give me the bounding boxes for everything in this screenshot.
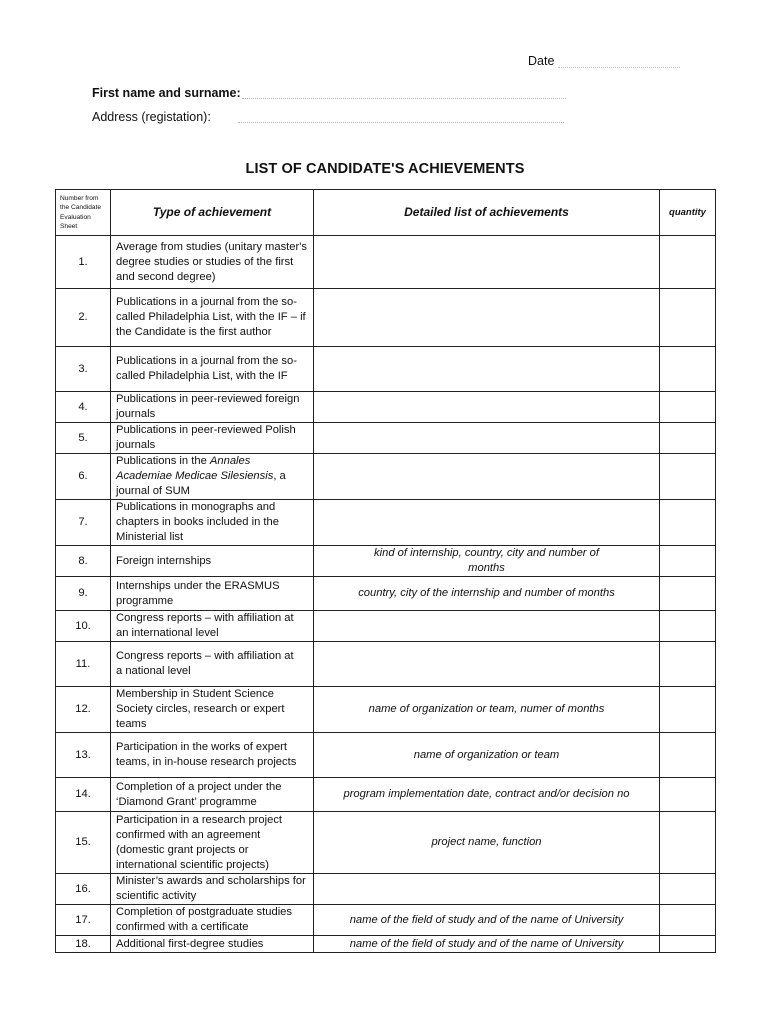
table-row — [56, 347, 716, 392]
row-quantity[interactable] — [660, 642, 716, 687]
row-detail[interactable] — [314, 236, 660, 289]
row-type: Minister’s awards and scholarships for scientific activity — [111, 874, 314, 905]
row-detail[interactable] — [314, 642, 660, 687]
row-type-text: Publications in the — [116, 455, 210, 467]
name-field — [92, 86, 241, 100]
row-detail[interactable] — [314, 392, 660, 423]
date-label: Date — [528, 54, 555, 68]
header-type: Type of achievement — [111, 190, 314, 236]
row-quantity[interactable] — [660, 423, 716, 454]
date-line[interactable] — [558, 57, 680, 68]
row-detail[interactable]: kind of internship, country, city and number of months — [314, 546, 660, 577]
row-quantity[interactable] — [660, 611, 716, 642]
row-detail[interactable]: name of the field of study and of the name of University — [314, 905, 660, 936]
table-row — [56, 392, 716, 423]
row-quantity[interactable] — [660, 733, 716, 778]
row-detail[interactable] — [314, 874, 660, 905]
journal-name: Annales Academiae Medicae Silesiensis — [116, 455, 274, 482]
header-quantity: quantity — [660, 190, 716, 236]
row-detail[interactable]: name of the field of study and of the name of University — [314, 936, 660, 953]
page-title: LIST OF CANDIDATE'S ACHIEVEMENTS — [245, 161, 525, 177]
date-field — [528, 54, 680, 68]
table-row — [56, 812, 716, 874]
table-row — [56, 905, 716, 936]
table-row — [56, 778, 716, 812]
row-type: Publications in a journal from the so-called Philadelphia List, with the IF – if the Candidate is the first author — [111, 289, 314, 347]
row-quantity[interactable] — [660, 874, 716, 905]
table-row — [56, 642, 716, 687]
row-type: Publications in peer-reviewed foreign journals — [111, 392, 314, 423]
row-type: Participation in a research project confirmed with an agreement (domestic grant projects or international scientific projects) — [111, 812, 314, 874]
row-number: 15. — [56, 812, 111, 874]
row-number: 12. — [56, 687, 111, 733]
row-type: Internships under the ERASMUS programme — [111, 577, 314, 611]
table-header-row — [56, 190, 716, 236]
row-type: Foreign internships — [111, 546, 314, 577]
row-detail[interactable]: country, city of the internship and number of months — [314, 577, 660, 611]
row-detail[interactable]: name of organization or team — [314, 733, 660, 778]
name-line[interactable] — [242, 98, 566, 99]
row-number: 1. — [56, 236, 111, 289]
row-quantity[interactable] — [660, 347, 716, 392]
row-number: 3. — [56, 347, 111, 392]
row-type: Membership in Student Science Society circles, research or expert teams — [111, 687, 314, 733]
table-row — [56, 611, 716, 642]
row-quantity[interactable] — [660, 500, 716, 546]
row-number: 17. — [56, 905, 111, 936]
row-detail[interactable]: name of organization or team, numer of months — [314, 687, 660, 733]
row-quantity[interactable] — [660, 778, 716, 812]
table-row — [56, 546, 716, 577]
row-quantity[interactable] — [660, 454, 716, 500]
table-row — [56, 936, 716, 953]
row-number: 9. — [56, 577, 111, 611]
row-number: 4. — [56, 392, 111, 423]
row-type: Publications in peer-reviewed Polish journals — [111, 423, 314, 454]
row-number: 14. — [56, 778, 111, 812]
row-number: 16. — [56, 874, 111, 905]
row-type: Publications in monographs and chapters in books included in the Ministerial list — [111, 500, 314, 546]
name-label: First name and surname: — [92, 86, 241, 100]
header-number: Number from the Candidate Evaluation Sheet — [56, 190, 111, 236]
row-type: Participation in the works of expert teams, in in-house research projects — [111, 733, 314, 778]
row-number: 13. — [56, 733, 111, 778]
row-quantity[interactable] — [660, 546, 716, 577]
row-type — [111, 454, 314, 500]
row-type: Publications in a journal from the so-called Philadelphia List, with the IF — [111, 347, 314, 392]
row-type: Congress reports – with affiliation at an international level — [111, 611, 314, 642]
table-row — [56, 687, 716, 733]
table-row — [56, 874, 716, 905]
row-quantity[interactable] — [660, 812, 716, 874]
row-type: Completion of a project under the ‘Diamond Grant’ programme — [111, 778, 314, 812]
row-detail[interactable]: program implementation date, contract and/or decision no — [314, 778, 660, 812]
header-details: Detailed list of achievements — [314, 190, 660, 236]
table-row — [56, 236, 716, 289]
address-line[interactable] — [238, 122, 564, 123]
table-row — [56, 733, 716, 778]
row-number: 8. — [56, 546, 111, 577]
row-detail[interactable] — [314, 611, 660, 642]
table-row — [56, 423, 716, 454]
row-quantity[interactable] — [660, 905, 716, 936]
row-number: 6. — [56, 454, 111, 500]
row-quantity[interactable] — [660, 392, 716, 423]
address-label: Address (registation): — [92, 110, 211, 124]
row-type: Average from studies (unitary master's degree studies or studies of the first and second degree) — [111, 236, 314, 289]
table-row — [56, 500, 716, 546]
row-number: 2. — [56, 289, 111, 347]
row-type: Congress reports – with affiliation at a national level — [111, 642, 314, 687]
row-quantity[interactable] — [660, 936, 716, 953]
table-row — [56, 454, 716, 500]
row-number: 11. — [56, 642, 111, 687]
row-detail[interactable] — [314, 454, 660, 500]
row-number: 10. — [56, 611, 111, 642]
row-type: Completion of postgraduate studies confirmed with a certificate — [111, 905, 314, 936]
row-number: 7. — [56, 500, 111, 546]
row-quantity[interactable] — [660, 289, 716, 347]
row-quantity[interactable] — [660, 236, 716, 289]
achievements-table — [55, 189, 716, 953]
row-detail[interactable] — [314, 423, 660, 454]
table-row — [56, 577, 716, 611]
row-number: 18. — [56, 936, 111, 953]
row-detail[interactable]: project name, function — [314, 812, 660, 874]
row-type: Additional first-degree studies — [111, 936, 314, 953]
address-field — [92, 110, 211, 124]
row-detail[interactable] — [314, 347, 660, 392]
row-quantity[interactable] — [660, 577, 716, 611]
row-detail[interactable] — [314, 500, 660, 546]
row-number: 5. — [56, 423, 111, 454]
row-detail[interactable] — [314, 289, 660, 347]
row-type-text: , a journal of SUM — [116, 470, 286, 497]
table-row — [56, 289, 716, 347]
row-quantity[interactable] — [660, 687, 716, 733]
